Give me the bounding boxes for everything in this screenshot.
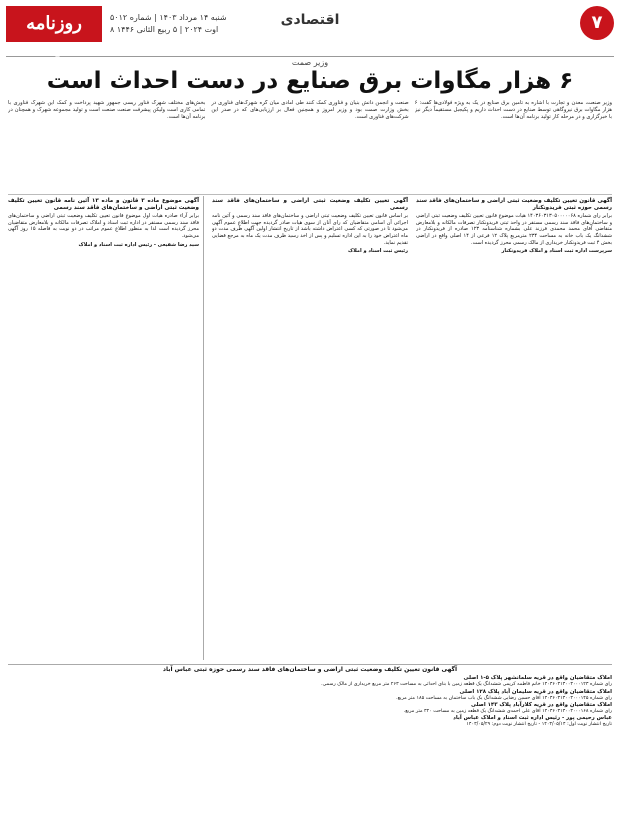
notice-signature: رئیس ثبت اسناد و املاک <box>348 248 408 255</box>
notice-middle <box>212 196 408 660</box>
notices-area <box>8 196 612 660</box>
issue-line-1: شنبه ۱۴ مرداد ۱۴۰۳ | شماره ۵۰۱۲ <box>110 13 227 22</box>
bottom-section <box>8 675 612 688</box>
notice-left <box>8 196 204 660</box>
article-headline: ۶ هزار مگاوات برق صنایع در دست احداث است <box>46 68 574 94</box>
notice-title: آگهی تعیین تکلیف وضعیت ثبتی اراضی و ساختمان‌های فاقد سند رسمی <box>212 198 408 211</box>
notice-signature: سرپرست اداره ثبت اسناد و املاک فریدونکنار <box>501 248 612 255</box>
divider <box>8 194 612 195</box>
section-text: رای شماره ۱۴۰۳۶۰۳۱۳۰۰۳۰۰۰۱۶۸ آقای علی احمدی ششدانگ یک قطعه زمین به مساحت ۳۲۰ متر مربع. <box>403 709 612 715</box>
notice-right <box>416 196 612 660</box>
notice-title: آگهی قانون تعیین تکلیف وضعیت ثبتی اراضی و ساختمان‌های فاقد سند رسمی حوزه ثبتی فریدونکنار <box>416 198 612 211</box>
article-column: بخش‌های مختلف شهرک فناور ریسی جمهور شهید پرداخت و کمک این شهرک فناوری با تمامی کاری است ولیکن پیشرفت صنعت صنعت است و تولید مجموعه شهرک و همچنان در برنامه آن‌ها است. <box>8 100 206 120</box>
publication-dates: تاریخ انتشار نوبت اول: ۱۴۰۳/۰۵/۱۴ - تاریخ انتشار نوبت دوم: ۱۴۰۳/۰۵/۲۹ <box>466 721 612 727</box>
section-text: رای شماره ۱۴۰۳۶۰۳۱۳۰۰۳۰۰۰۱۲۳ خانم فاطمه کریمی ششدانگ یک قطعه زمین با بنای احداثی به مساحت ۲۶۳ متر مربع خریداری از مالک رسمی. <box>321 682 612 688</box>
notice-body: بر اساس قانون تعیین تکلیف وضعیت ثبتی اراضی و ساختمان‌های فاقد سند رسمی و آئین نامه اجرائی آن اسامی متقاضیان که رای آنان از سوی هیات صادر گردیده جهت اطلاع عموم آگهی می‌شود تا در صورتی که کسی اعتراض داشته باشد از تاریخ انتشار اولین آگهی ظرف مدت دو ماه اعتراض خود را به این اداره تسلیم و پس از اخذ رسید ظرف مدت یک ماه به مرجع قضایی تقدیم نماید. <box>212 213 408 246</box>
newspaper-logo: روزنامه پیشرو <box>6 6 102 42</box>
notice-body: برابر رای شماره ۱۴۰۳۶۰۳۱۳۰۵۰۰۰۰۰۶۸ هیات موضوع قانون تعیین تکلیف وضعیت ثبتی اراضی و ساختمان‌های فاقد سند رسمی مستقر در واحد ثبتی فریدونکنار تصرفات مالکانه و بلامعارض متقاضی آقای محمد محمدی فرزند علی بشماره شناسنامه ۱۲۳ صادره از فریدونکنار در ششدانگ یک باب خانه به مساحت ۲۳۴ مترمربع پلاک ۱۲ فرعی از ۱۴ اصلی واقع در اراضی بخش ۴ ثبت فریدونکنار خریداری از مالک رسمی محرز گردیده است. <box>416 213 612 246</box>
notice-signature: سید رضا شفیعی - رئیس اداره ثبت اسناد و املاک <box>78 241 199 248</box>
bottom-section <box>8 702 612 715</box>
section-text: رای شماره ۱۴۰۳۶۰۳۱۳۰۰۳۰۰۰۱۴۵ آقای حسین رضایی ششدانگ یک باب ساختمان به مساحت ۱۸۵ متر مربع. <box>396 695 612 701</box>
notice-body: برابر آراء صادره هیات اول موضوع قانون تعیین تکلیف وضعیت ثبتی اراضی و ساختمان‌های فاقد سند رسمی مستقر در اداره ثبت اسناد و املاک تصرفات مالکانه و بلامعارض متقاضیان محرز گردیده است لذا به منظور اطلاع عموم مراتب در دو نوبت به فاصله ۱۵ روز آگهی می‌شود. <box>8 213 200 239</box>
issue-line-2: ۸ اوت ۲۰۲۴ | ۵ ربیع الثانی ۱۴۴۶ <box>110 25 219 34</box>
notice-title: آگهی موضوع ماده ۳ قانون و ماده ۱۳ آئین نامه قانون تعیین تکلیف وضعیت ثبتی اراضی و ساختمان‌های فاقد سند رسمی <box>8 198 199 211</box>
issue-info <box>110 12 227 36</box>
bottom-notice-title: آگهی قانون تعیین تکلیف وضعیت ثبتی اراضی و ساختمان‌های فاقد سند رسمی حوزه ثبتی عباس آباد <box>162 666 458 673</box>
section-heading: املاک متقاضیان واقع در قریه سلمانشهر پلاک ۵-۱ اصلی <box>463 675 612 682</box>
section-title: اقتصادی <box>280 12 340 28</box>
bottom-section <box>8 689 612 702</box>
section-heading: املاک متقاضیان واقع در قریه سلیمان آباد پلاک ۱۲۸ اصلی <box>459 688 612 695</box>
article-column: صنعت و انجمن دانش بنیان و فناوری کمک کنند طی آمادی میان گره شهرک‌های فناوری در بخش وزارت صمت بود و وزیر امروز و همچنین فعال بر ارزیابی‌های که در صدر این شرکت‌های فناوری است. <box>211 100 409 120</box>
article-body <box>8 100 612 192</box>
article-kicker: وزیر صمت <box>291 58 329 67</box>
section-heading: املاک متقاضیان واقع در قریه کلارآباد پلاک ۱۴۳ اصلی <box>471 702 612 709</box>
bottom-signature: عباس رحیمی پور - رئیس اداره ثبت اسناد و املاک عباس آباد <box>453 715 612 722</box>
bottom-notice <box>8 664 612 831</box>
article-column: وزیر صنعت، معدن و تجارت با اشاره به تامین برق صنایع در یک به ویژه فولادی‌ها گفت: ۶ هزار مگاوات برق نیروگاهی توسط صنایع در دست احداث داریم و پکیجبل مستقیماً دیگر نیز با خبرگزاری و در مرحله کار تولید برنامه آن‌ها است. <box>414 100 612 120</box>
page-number: ۷ <box>580 6 614 40</box>
